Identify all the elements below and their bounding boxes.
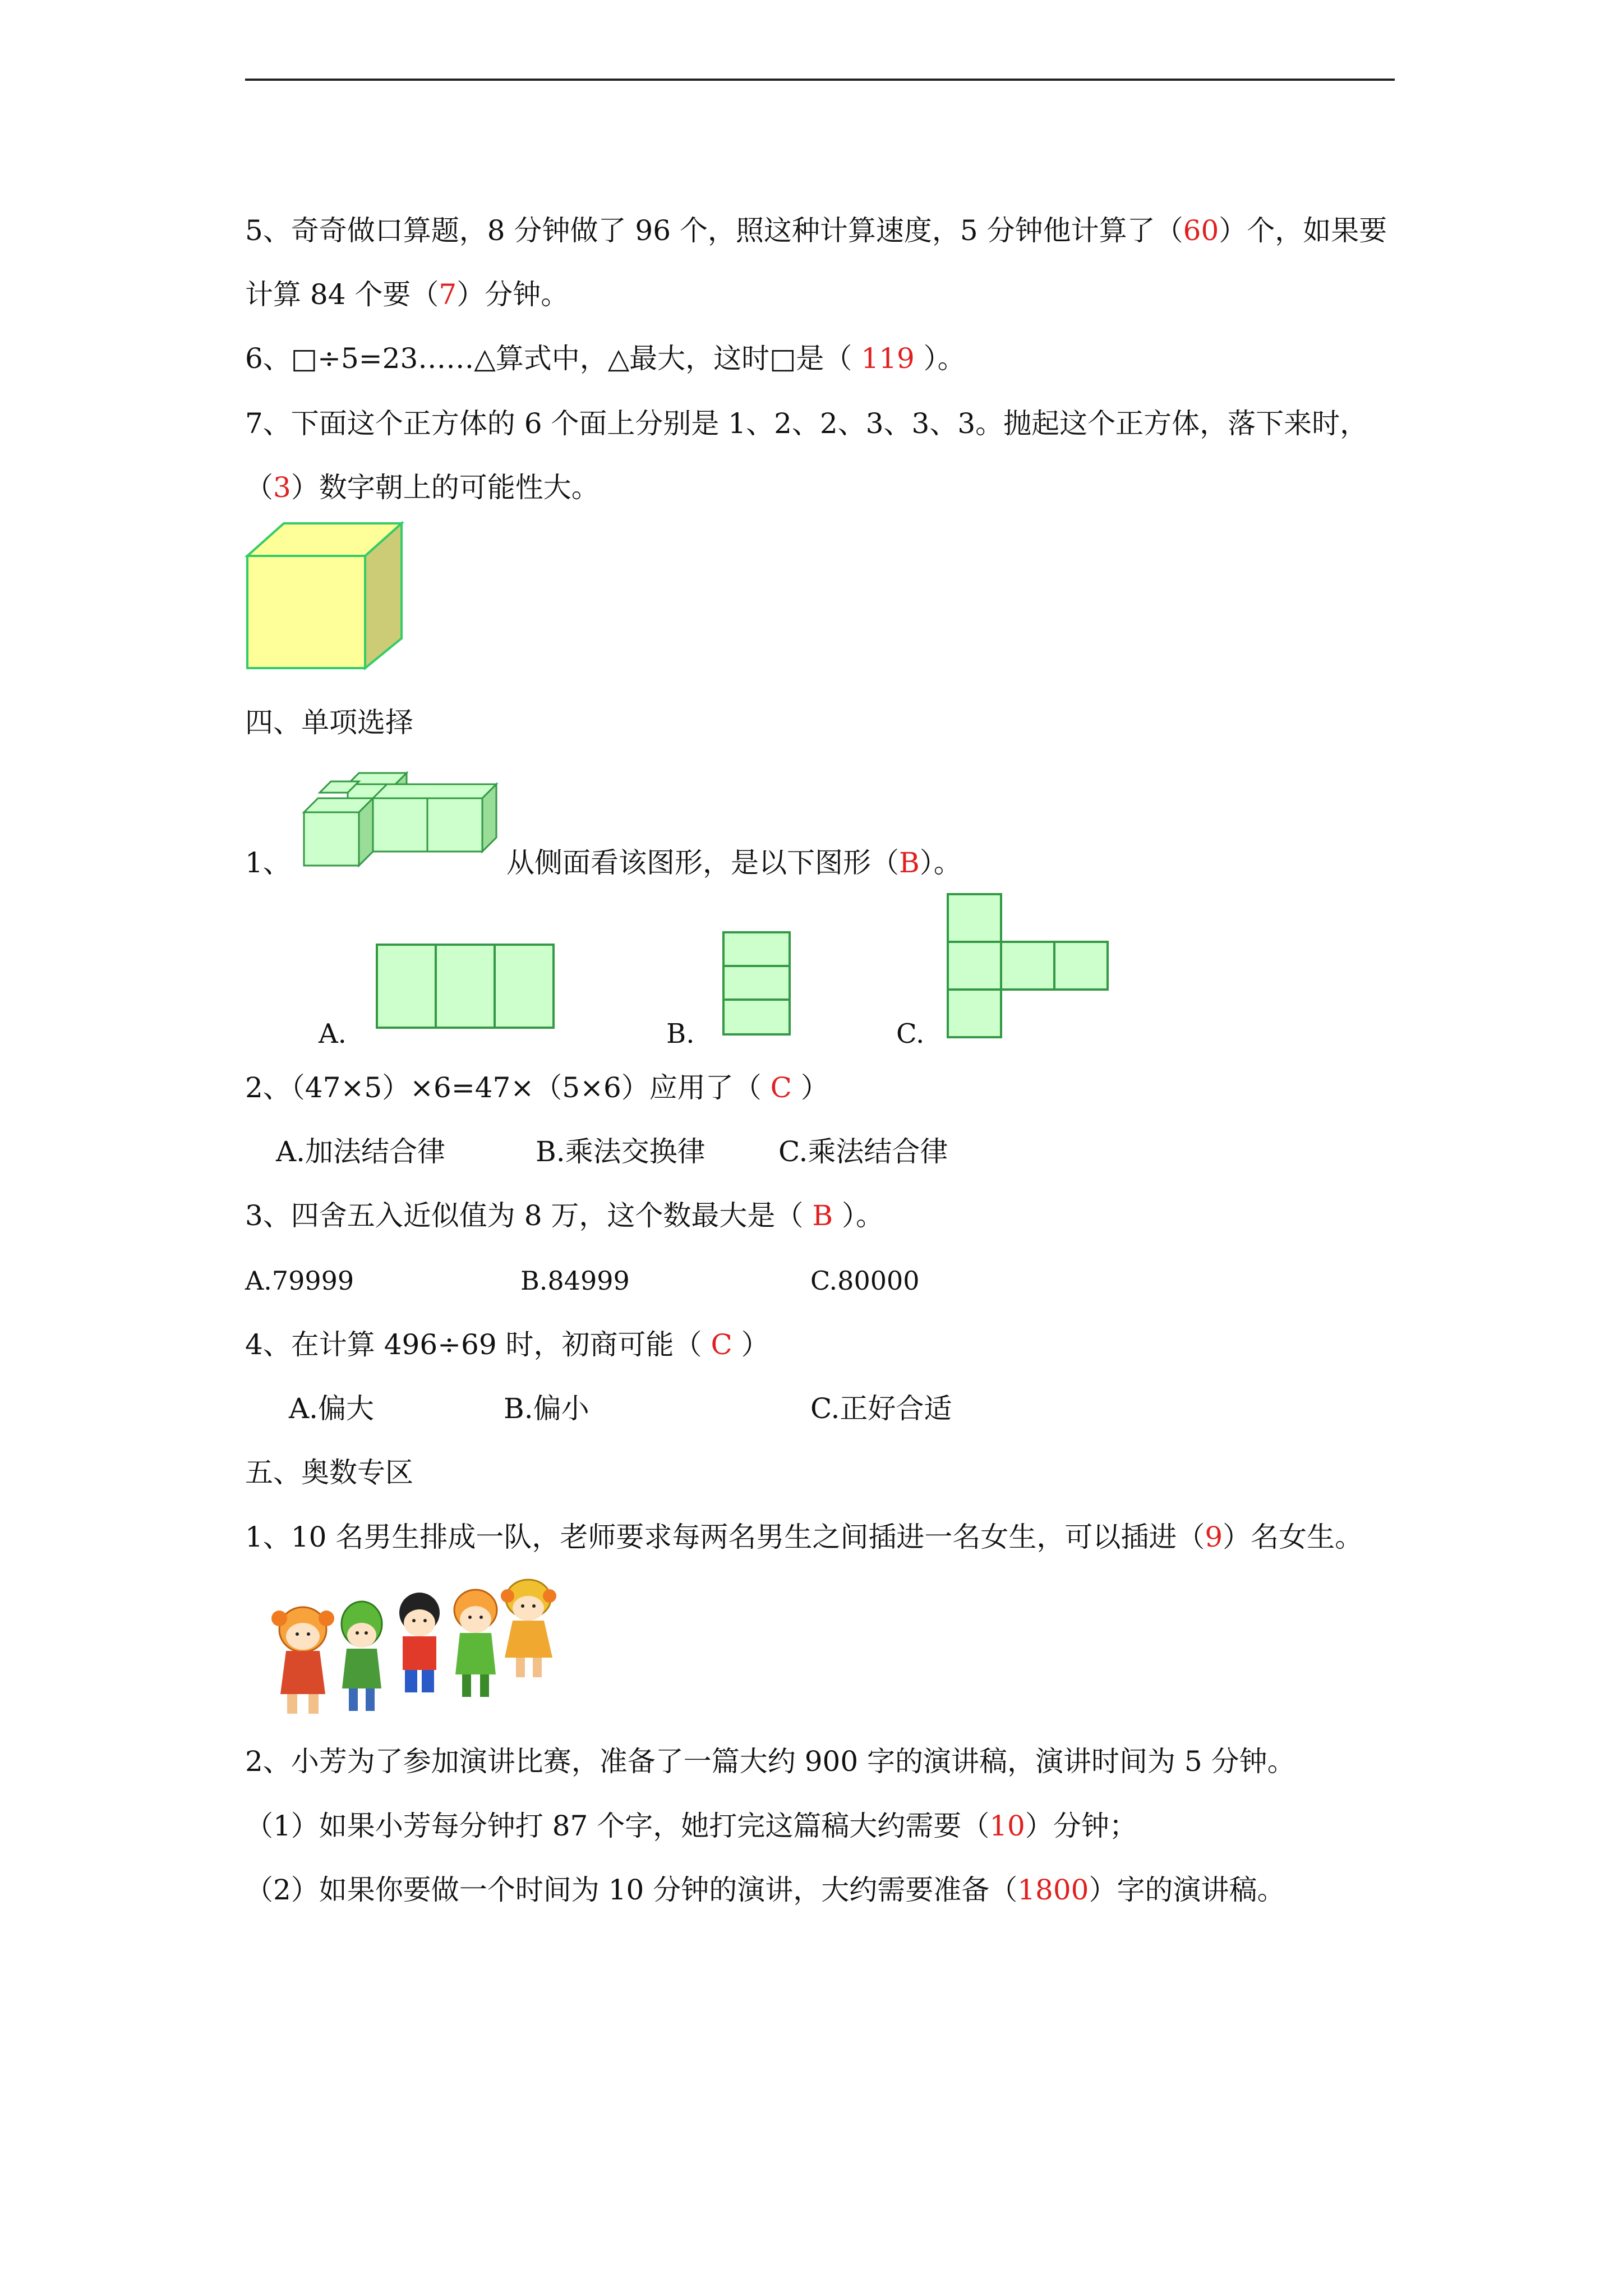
s5-q2-part1-answer: 10 [989,1810,1025,1842]
cartoon-girl-5 [501,1580,556,1677]
q7-text: ）数字朝上的可能性大。 [291,471,600,504]
s4-q1-stem: ）。 [919,846,962,879]
cartoon-boy-3 [399,1593,440,1692]
s5-q1-answer: 9 [1205,1521,1223,1553]
s4-q1-num: 1、 [245,846,291,879]
option-a-label: A. [319,1018,347,1050]
s5-q2-part2-text: ）字的演讲稿。 [1089,1874,1285,1906]
section5-title: 五、奥数专区 [245,1456,413,1489]
s4-q3-option-b: B.84999 [520,1266,630,1296]
q7-text: （ [245,471,273,504]
q5-text: 5、奇奇做口算题，8 分钟做了 96 个，照这种计算速度，5 分钟他计算了（ [245,214,1183,247]
section4-title: 四、单项选择 [245,706,413,739]
s4-q1-stem: 从侧面看该图形，是以下图形（ [506,846,899,879]
s5-q1-line [245,1519,1363,1556]
cube-front-face [247,556,365,668]
s4-q2-stem: 2、（47×5）×6=47×（5×6）应用了（ [245,1071,771,1104]
q7-answer: 3 [273,471,291,504]
s4-q4-stem: ） [732,1328,769,1361]
q6-text: ）。 [914,342,966,375]
q6-answer: 119 [861,342,915,375]
option-c-label: C. [896,1018,925,1050]
s4-q2-option-a: A.加法结合律 [276,1135,446,1168]
q6-line [245,340,966,377]
q5-text: ）个，如果要 [1219,214,1387,247]
s5-q2-stem: 2、小芳为了参加演讲比赛，准备了一篇大约 900 字的演讲稿，演讲时间为 5 分钟。 [245,1745,1295,1778]
s4-q1-text [506,844,962,881]
cartoon-girl-1 [271,1607,334,1714]
q5-answer-1: 60 [1183,214,1219,247]
s4-q3-stem: 3、四舍五入近似值为 8 万，这个数最大是（ [245,1199,813,1232]
s4-q3-answer: B [812,1199,833,1232]
s4-q2-stem: ） [791,1071,829,1104]
s5-q2-part1 [245,1807,1137,1844]
s4-q2-option-b: B.乘法交换律 [536,1135,706,1168]
q5-line2 [245,276,569,313]
s4-q3-option-a: A.79999 [245,1266,354,1296]
block-solid-figure [303,767,505,868]
s5-q1-stem: 1、10 名男生排成一队，老师要求每两名男生之间插进一名女生，可以插进（ [245,1521,1205,1553]
s4-q4-option-b: B.偏小 [504,1392,589,1425]
s4-q2-line [245,1069,829,1106]
s4-q4-option-c: C.正好合适 [810,1392,952,1425]
s4-q4-stem: 4、在计算 496÷69 时，初商可能（ [245,1328,711,1361]
q6-text: 6、□÷5=23……△算式中，△最大，这时□是（ [245,342,861,375]
s4-q2-option-c: C.乘法结合律 [778,1135,948,1168]
s4-q2-answer: C [770,1071,792,1104]
option-a-figure [376,944,555,1030]
q5-answer-2: 7 [439,278,457,311]
q5-text: ）分钟。 [457,278,569,311]
s5-q1-stem: ）名女生。 [1223,1521,1363,1553]
s5-q2-part1-text: ）分钟； [1025,1810,1137,1842]
s5-q2-part1-text: （1）如果小芳每分钟打 87 个字，她打完这篇稿大约需要（ [245,1810,990,1842]
cartoon-girl-4 [454,1590,497,1697]
s5-q2-part2-answer: 1800 [1017,1874,1089,1906]
cartoon-boy-2 [342,1602,382,1711]
option-b-label: B. [666,1018,695,1050]
s5-q2-part2 [245,1871,1285,1908]
s5-q2-part2-text: （2）如果你要做一个时间为 10 分钟的演讲，大约需要准备（ [245,1874,1018,1906]
q7-line2 [245,469,600,506]
s4-q4-answer: C [711,1328,732,1361]
s4-q3-line [245,1197,884,1234]
s4-q4-line [245,1326,769,1363]
cartoon-children-illustration [269,1579,572,1725]
s4-q3-option-c: C.80000 [810,1266,920,1296]
q5-text: 计算 84 个要（ [245,278,439,311]
s4-q3-stem: ）。 [833,1199,884,1232]
cube-figure [246,521,408,672]
s4-q4-option-a: A.偏大 [289,1392,375,1425]
q5-line1 [245,212,1387,249]
q7-line1: 7、下面这个正方体的 6 个面上分别是 1、2、2、3、3、3。抛起这个正方体，落下来时， [245,407,1368,440]
option-c-figure [947,893,1115,1040]
header-rule [245,79,1395,81]
option-b-figure [722,931,792,1038]
s4-q1-answer: B [899,846,920,879]
